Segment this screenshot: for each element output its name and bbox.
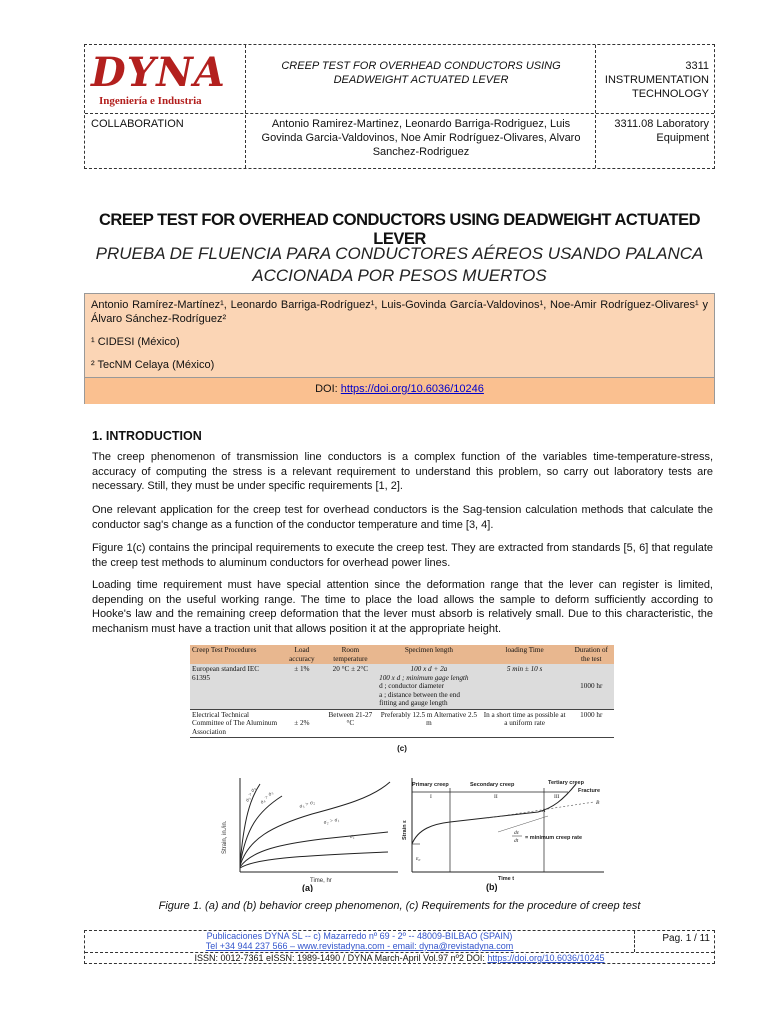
footer: [84, 930, 715, 964]
divider: [85, 113, 714, 114]
header-section: COLLABORATION: [91, 118, 184, 130]
stage-label: Tertiary creep: [548, 780, 584, 786]
curve-label: σ₂ > σ₁: [323, 816, 340, 826]
title-english: CREEP TEST FOR OVERHEAD CONDUCTORS USING DEADWEIGHT ACTUATED LEVER: [98, 211, 700, 248]
curve-sigma4: [240, 796, 282, 865]
curve-sigma1: [240, 852, 388, 868]
y-axis-label: Strain, in./in.: [222, 820, 228, 854]
figure-a-creep-curves: [212, 774, 402, 892]
x-axis-label: Time, hr: [310, 878, 332, 884]
table-cell: Preferably 12.5 m Alternative 2.5 m: [377, 709, 481, 738]
curve-label: σ₃ > σ₂: [298, 799, 316, 810]
figure-caption: Figure 1. (a) and (b) behavior creep phenomenon, (c) Requirements for the procedure of creep test: [158, 900, 641, 912]
table-header-cell: Specimen length: [377, 645, 481, 664]
table-header-cell: Load accuracy: [280, 645, 324, 664]
curve-sigma3: [240, 782, 390, 866]
curve-sigma2: [240, 832, 388, 867]
rate-line: [498, 816, 548, 832]
paragraph: Figure 1(c) contains the principal requirements to execute the creep test. They are extracted from standards [5, 6] that regulate the creep test methods to aluminum conductors for overhead power lines.: [92, 542, 713, 569]
point-b-label: B: [596, 800, 600, 806]
fracture-label: Fracture: [578, 788, 601, 794]
length-note: a ; distance between the end fitting and gauge length: [379, 690, 460, 707]
table-cell: Between 21-27 °C: [324, 709, 377, 738]
tangent-line: [488, 802, 594, 818]
issn-doi-link[interactable]: https://doi.org/10.6036/10245: [487, 953, 605, 963]
figure-label-b: (b): [486, 882, 498, 892]
doi-row: [85, 377, 714, 404]
table-header-cell: Creep Test Procedures: [190, 645, 280, 664]
header-title: CREEP TEST FOR OVERHEAD CONDUCTORS USING DEADWEIGHT ACTUATED LEVER: [281, 60, 561, 86]
page-number: Pag. 1 / 11: [662, 933, 710, 944]
section-heading: 1. INTRODUCTION: [92, 429, 202, 443]
header-code-number: 3311: [685, 60, 709, 72]
table-header-cell: Duration of the test: [569, 645, 614, 664]
table-header-row: [190, 645, 614, 664]
table-header-cell: Room temperature: [324, 645, 377, 664]
stage-roman: II: [494, 794, 498, 800]
logo-subtitle: Ingeniería e Industria: [99, 95, 202, 107]
paragraph: Loading time requirement must have special attention since the deformation range that the lever can register is limited, depending on the useful working range. The time to place the load allows the sample to deform sufficiently according to Hooke's law and the remaining creep deformation that the lever must absorb is relatively small. Due to this characteristic, the mechanism must have a traction unit that allows position it at the appropriate height.: [92, 579, 713, 635]
length-note: d ; conductor diameter: [379, 682, 444, 690]
divider: [245, 45, 246, 168]
affiliation-2: ² TecNM Celaya (México): [91, 359, 215, 371]
table-cell: 1000 hr: [569, 709, 614, 738]
table-cell: In a short time as possible at a uniform rate: [481, 709, 569, 738]
table-cell: 1000 hr: [569, 664, 614, 709]
divider: [595, 45, 596, 168]
paragraph: The creep phenomenon of transmission line conductors is a complex function of the variables time-temperature-stress, accuracy of computing the stress is a relevant requirement to understand this problem, so carry out laboratory tests are necessary. Still, they must be under specific requirements [1, 2].: [92, 451, 713, 492]
eps0-label: ε₀: [416, 856, 421, 862]
stage-label: Secondary creep: [470, 782, 515, 788]
y-axis-label: Strain ε: [402, 820, 408, 840]
header-table: [84, 44, 715, 169]
figure-label-a: (a): [302, 883, 313, 892]
table-cell: 5 min ± 10 s: [481, 664, 569, 709]
header-authors: Antonio Ramirez-Martinez, Leonardo Barriga-Rodriguez, Luis Govinda Garcia-Valdovinos, Noe Amir Rodríguez-Olivares, Alvaro Sanchez-Rodriguez: [261, 118, 581, 158]
table-cell: 20 °C ± 2°C: [324, 664, 377, 709]
point-a-label: A: [542, 808, 546, 814]
logo-wordmark: DYNA: [91, 49, 226, 96]
figure-b-creep-stages: [398, 774, 608, 892]
table-header-cell: loading Time: [481, 645, 569, 664]
doi-label: DOI:: [315, 383, 341, 395]
authors-line-1: Antonio Ramírez-Martínez¹, Leonardo Barriga-Rodríguez¹, Luis-Govinda García-Valdovinos¹, Noe-Amir Rodríguez-Olivares¹ y: [91, 299, 708, 311]
table-row: [190, 664, 614, 709]
figure-label-c: (c): [397, 744, 407, 753]
curve-label: σ₄ > σ₃: [259, 790, 275, 806]
creep-requirements-table: [190, 645, 614, 753]
authors-box: [84, 293, 715, 404]
doi-link[interactable]: https://doi.org/10.6036/10246: [340, 383, 484, 395]
footer-issn: [85, 953, 714, 964]
footer-publisher: Publicaciones DYNA SL -- c) Mazarredo nº 69 - 2º -- 48009-BILBAO (SPAIN): [206, 931, 513, 941]
affiliation-1: ¹ CIDESI (México): [91, 336, 180, 348]
table-cell: ± 2%: [280, 709, 324, 738]
issn-text: ISSN: 0012-7361 eISSN: 1989-1490 / DYNA March-April Vol.97 nº2 DOI:: [194, 953, 488, 963]
length-formula: 100 x d + 2a: [410, 665, 448, 673]
table-cell: European standard IEC 61395: [190, 664, 280, 709]
header-code: [599, 59, 709, 101]
paragraph: One relevant application for the creep test for overhead conductors is the Sag-tension calculation methods that calculate the conductor sag's change as a function of the conductor temperature and time [3, 4].: [92, 504, 713, 531]
rate-denominator: dt: [514, 838, 519, 844]
length-note: 100 x d ; minimum gage length: [379, 673, 469, 682]
x-axis-label: Time t: [498, 876, 515, 882]
authors-line-2: Álvaro Sánchez-Rodríguez²: [91, 313, 227, 325]
title-spanish: PRUEBA DE FLUENCIA PARA CONDUCTORES AÉREOS USANDO PALANCA ACCIONADA POR PESOS MUERTOS: [95, 244, 704, 285]
table-row: [190, 709, 614, 738]
dyna-logo: [91, 51, 241, 107]
stage-roman: I: [430, 794, 432, 800]
rate-numerator: dε: [514, 830, 519, 836]
curve-label: σ₅ > σ₄: [244, 786, 258, 803]
table-cell: Electrical Technical Committee of The Aluminum Association: [190, 709, 280, 738]
footer-contact[interactable]: Tel +34 944 237 566 – www.revistadyna.com - email: dyna@revistadyna.com: [205, 941, 514, 951]
rate-label: = minimum creep rate: [525, 835, 583, 841]
stage-roman: III: [554, 794, 560, 800]
table-cell-specimen: [377, 664, 481, 709]
header-subcategory: 3311.08 Laboratory Equipment: [614, 118, 709, 144]
header-category: INSTRUMENTATION TECHNOLOGY: [604, 74, 709, 100]
curve-label: σ₁: [349, 833, 355, 840]
stage-label: Primary creep: [412, 782, 449, 788]
table-cell: ± 1%: [280, 664, 324, 709]
